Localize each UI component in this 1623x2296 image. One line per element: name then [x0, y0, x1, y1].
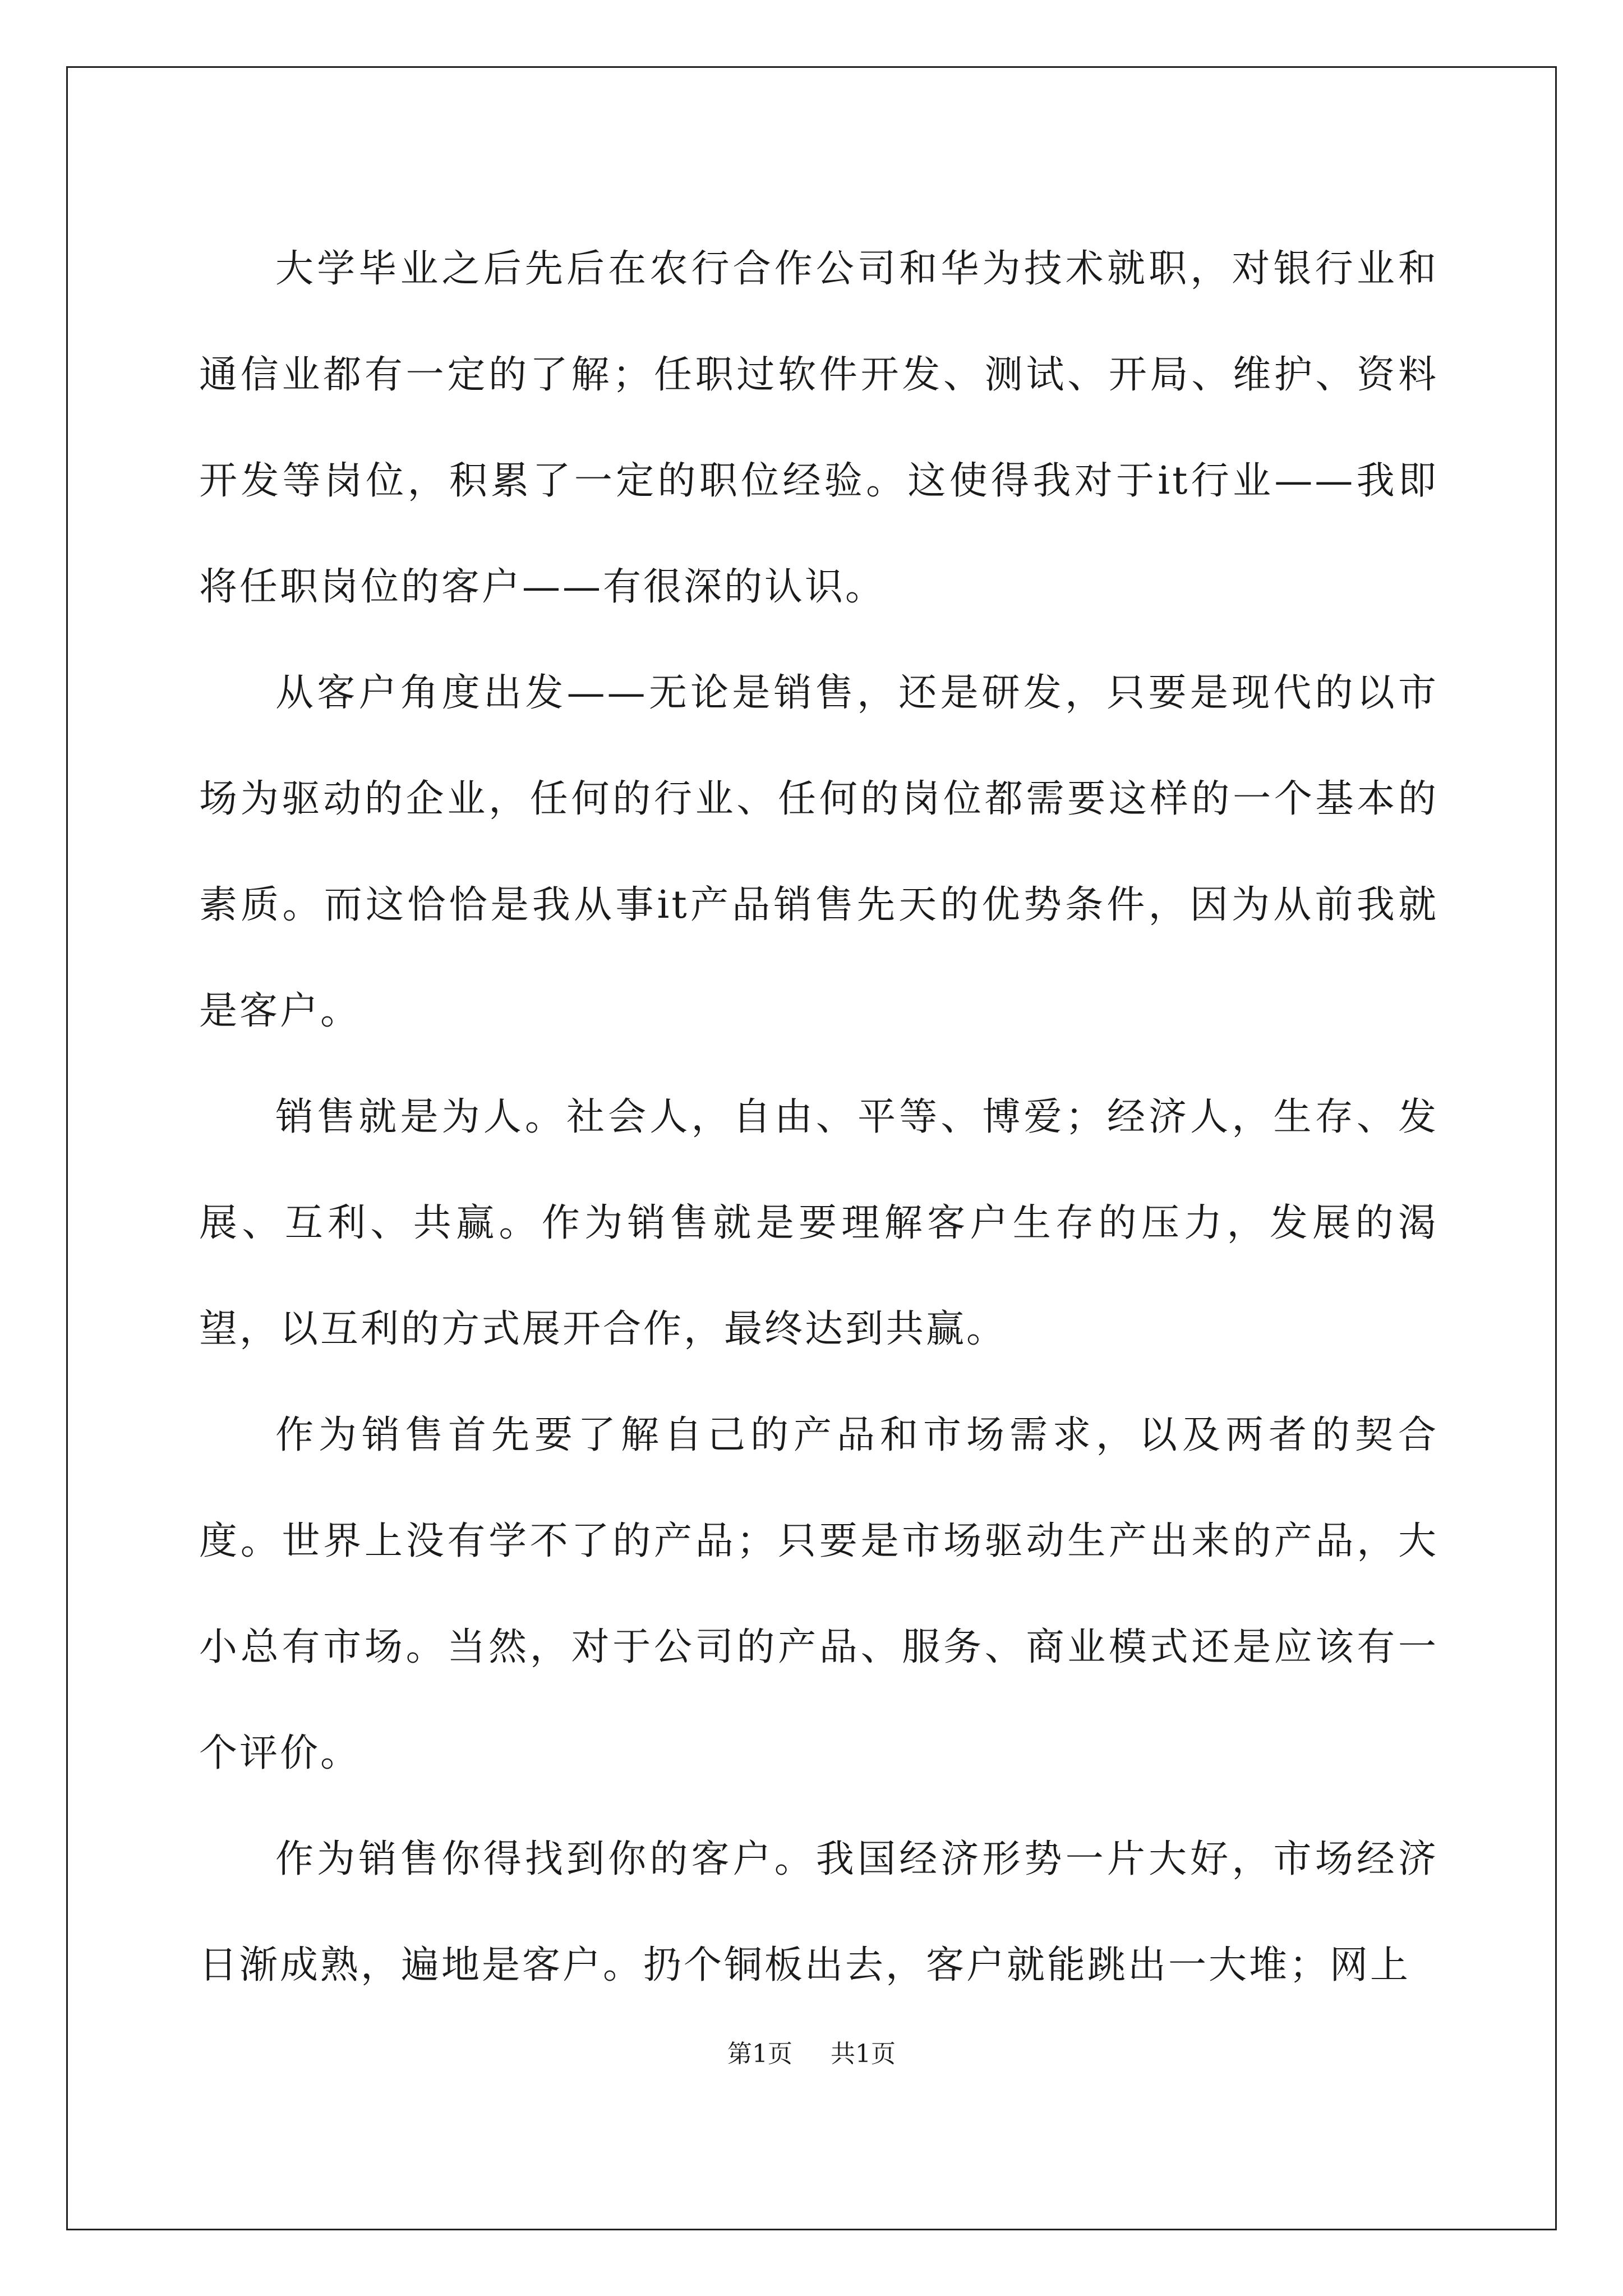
document-body	[199, 216, 1438, 2018]
paragraph-5: 作为销售你得找到你的客户。我国经济形势一片大好，市场经济日渐成熟，遍地是客户。扔个铜板出去，客户就能跳出一大堆；网上	[199, 1837, 1438, 1987]
page-number-total: 共1页	[831, 2040, 896, 2068]
paragraph-2: 从客户角度出发——无论是销售，还是研发，只要是现代的以市场为驱动的企业，任何的行业、任何的岗位都需要这样的一个基本的素质。而这恰恰是我从事it产品销售先天的优势条件，因为从前我就是客户。	[199, 671, 1438, 1033]
paragraph-3: 销售就是为人。社会人，自由、平等、博爱；经济人，生存、发展、互利、共赢。作为销售就是要理解客户生存的压力，发展的渴望，以互利的方式展开合作，最终达到共赢。	[199, 1095, 1438, 1351]
paragraph-1: 大学毕业之后先后在农行合作公司和华为技术就职，对银行业和通信业都有一定的了解；任职过软件开发、测试、开局、维护、资料开发等岗位，积累了一定的职位经验。这使得我对于it行业——我即将任职岗位的客户——有很深的认识。	[199, 247, 1438, 609]
page-footer	[0, 2033, 1623, 2069]
paragraph-4: 作为销售首先要了解自己的产品和市场需求，以及两者的契合度。世界上没有学不了的产品；只要是市场驱动生产出来的产品，大小总有市场。当然，对于公司的产品、服务、商业模式还是应该有一个评价。	[199, 1413, 1438, 1775]
page-number-current: 第1页	[727, 2040, 792, 2068]
